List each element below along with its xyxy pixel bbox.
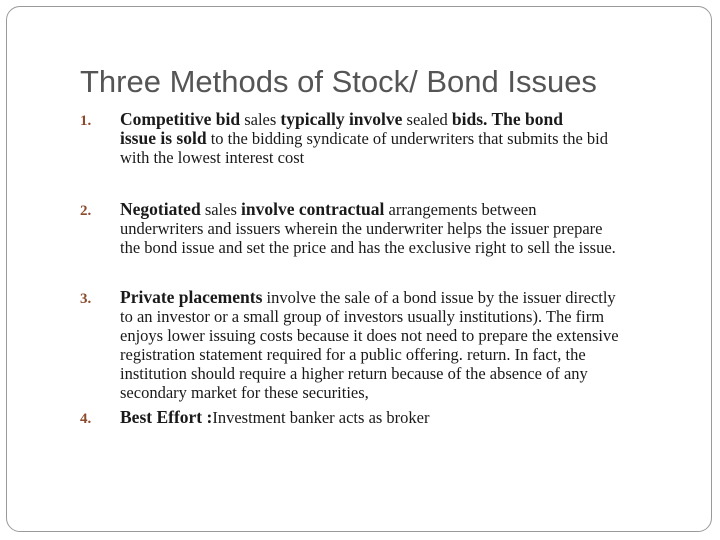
list-item-line [120,219,602,238]
list-item-line [120,345,586,364]
bold-term: Competitive bid [120,109,241,129]
list-item-line [120,110,563,129]
text-segment: underwriters and issuers wherein the underwriter helps the issuer prepare [120,219,603,238]
list-item-line [120,326,619,345]
text-segment: secondary market for these securities, [120,383,369,402]
bold-term: typically involve [280,109,403,129]
text-segment: to an investor or a small group of investors usually institutions). The firm [120,307,605,326]
text-segment: institution should require a higher return because of the absence of any [120,364,588,383]
slide-title: Three Methods of Stock/ Bond Issues [80,64,597,99]
text-segment: sales [240,110,281,129]
list-item-line [120,148,304,167]
bold-term: Private placements [120,287,263,307]
bold-term: Best Effort : [120,407,213,427]
text-segment: involve the sale of a bond issue by the issuer directly [262,288,616,307]
list-item-line [120,408,430,427]
text-segment: registration statement required for a public offering. return. In fact, the [120,345,586,364]
text-segment: the bond issue and set the price and has the exclusive right to sell the issue. [120,238,616,257]
list-number: 2. [80,203,92,219]
list-number: 4. [80,411,92,427]
bold-term: bids. The bond [451,109,563,129]
list-item-line [120,238,616,257]
bold-term: involve contractual [241,199,385,219]
list-number: 3. [80,291,92,307]
text-segment: to the bidding syndicate of underwriters that submits the bid [206,129,608,148]
list-item-line [120,129,608,148]
text-segment: arrangements between [384,200,537,219]
bold-term: Negotiated [120,199,201,219]
text-segment: sales [200,200,242,219]
list-item-line [120,383,369,402]
list-number: 1. [80,113,92,129]
text-segment: sealed [402,110,452,129]
text-segment: with the lowest interest cost [120,148,305,167]
list-item-line [120,364,588,383]
text-segment: Investment banker acts as broker [212,408,430,427]
text-segment: enjoys lower issuing costs because it does not need to prepare the extensive [120,326,619,345]
bold-term: issue is sold [120,128,207,148]
list-item-line [120,200,537,219]
list-item-line [120,307,604,326]
list-item-line [120,288,616,307]
